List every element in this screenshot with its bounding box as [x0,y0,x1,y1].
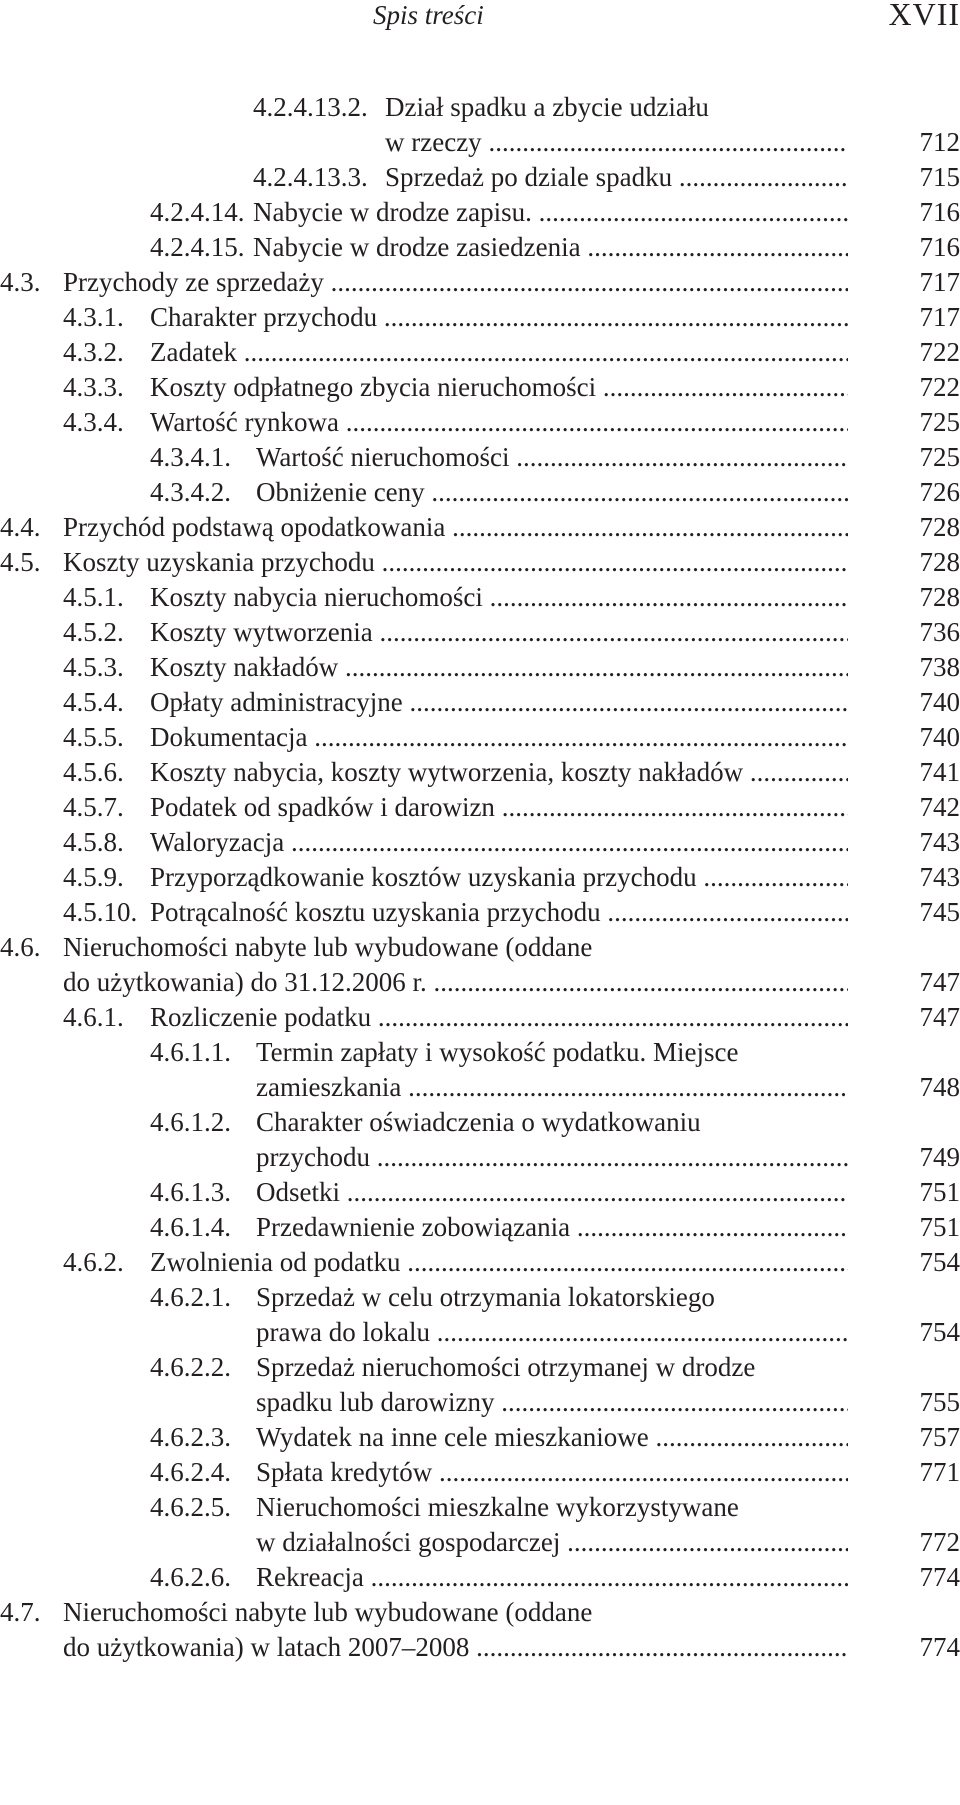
toc-entry[interactable] [0,510,960,545]
toc-entry[interactable] [0,1175,960,1210]
toc-entry-title-continued: spadku lub darowizny ..... [256,1387,848,1417]
toc-entry[interactable] [0,825,960,860]
toc-entry[interactable] [0,1455,960,1490]
toc-entry-page: 722 [919,372,960,402]
toc-entry-number: 4.5.2. [63,617,124,647]
toc-entry-title: Rozliczenie podatku ..... [150,1002,848,1032]
toc-entry-title: Dział spadku a zbycie udziału [385,92,709,122]
toc-entry-number: 4.2.4.13.2. [253,92,368,122]
toc-entry-page: 755 [919,1387,960,1417]
toc-entry[interactable] [0,195,960,230]
toc-entry-title-continued: przychodu ..... [256,1142,848,1172]
toc-entry-page: 774 [919,1562,960,1592]
toc-entry[interactable] [0,90,960,160]
toc-entry[interactable] [0,1595,960,1665]
toc-entry-title: Koszty nakładów ..... [150,652,848,682]
toc-entry[interactable] [0,1035,960,1105]
table-of-contents [0,90,960,1665]
toc-entry[interactable] [0,1245,960,1280]
toc-entry-page: 771 [919,1457,960,1487]
toc-entry-page: 716 [919,232,960,262]
toc-entry-number: 4.2.4.14. [150,197,245,227]
toc-entry-page: 754 [919,1247,960,1277]
toc-entry-title: Odsetki ..... [256,1177,848,1207]
toc-entry[interactable] [0,1490,960,1560]
toc-entry-page: 725 [919,407,960,437]
toc-entry-number: 4.5.5. [63,722,124,752]
running-header [0,0,960,40]
toc-entry[interactable] [0,545,960,580]
toc-entry-title: Przychód podstawą opodatkowania ..... [63,512,848,542]
toc-entry[interactable] [0,720,960,755]
toc-entry[interactable] [0,895,960,930]
toc-entry-page: 736 [919,617,960,647]
toc-entry-title: Termin zapłaty i wysokość podatku. Miejsce [256,1037,739,1067]
toc-entry-title-continued: w rzeczy ..... [385,127,848,157]
toc-entry-number: 4.3.4.1. [150,442,231,472]
toc-entry-title: Charakter przychodu ..... [150,302,848,332]
toc-entry[interactable] [0,615,960,650]
toc-entry-page: 774 [919,1632,960,1662]
toc-entry-number: 4.6.2.5. [150,1492,231,1522]
toc-entry-page: 717 [919,267,960,297]
toc-entry-page: 716 [919,197,960,227]
toc-entry-page: 722 [919,337,960,367]
toc-entry[interactable] [0,790,960,825]
toc-entry-page: 728 [919,512,960,542]
toc-entry-page: 751 [919,1212,960,1242]
toc-entry-page: 717 [919,302,960,332]
toc-entry-page: 712 [919,127,960,157]
toc-entry-number: 4.5.8. [63,827,124,857]
toc-entry-number: 4.5.1. [63,582,124,612]
toc-entry[interactable] [0,580,960,615]
toc-entry-number: 4.5.9. [63,862,124,892]
toc-entry-page: 738 [919,652,960,682]
toc-entry-number: 4.4. [0,512,41,542]
toc-entry-title: Wartość rynkowa ..... [150,407,848,437]
toc-entry[interactable] [0,335,960,370]
toc-entry-page: 743 [919,862,960,892]
toc-entry-number: 4.6.1.4. [150,1212,231,1242]
toc-entry-title: Sprzedaż w celu otrzymania lokatorskiego [256,1282,715,1312]
toc-entry-page: 743 [919,827,960,857]
toc-entry[interactable] [0,475,960,510]
running-header-title: Spis treści [373,0,484,30]
toc-entry-number: 4.6.1. [63,1002,124,1032]
toc-entry-page: 742 [919,792,960,822]
toc-entry-title: Charakter oświadczenia o wydatkowaniu [256,1107,701,1137]
toc-entry-title: Opłaty administracyjne ..... [150,687,848,717]
toc-entry-number: 4.7. [0,1597,41,1627]
toc-entry-title: Nieruchomości mieszkalne wykorzystywane [256,1492,739,1522]
toc-entry-title: Koszty wytworzenia ..... [150,617,848,647]
toc-entry-number: 4.3.2. [63,337,124,367]
toc-entry-page: 751 [919,1177,960,1207]
toc-entry[interactable] [0,650,960,685]
toc-entry-page: 740 [919,687,960,717]
toc-entry-title: Spłata kredytów ..... [256,1457,848,1487]
toc-entry[interactable] [0,1000,960,1035]
toc-entry-title: Sprzedaż nieruchomości otrzymanej w drodze [256,1352,756,1382]
toc-entry-page: 749 [919,1142,960,1172]
toc-entry-title: Rekreacja ..... [256,1562,848,1592]
toc-entry-title: Sprzedaż po dziale spadku ..... [385,162,848,192]
toc-entry-title: Koszty nabycia nieruchomości ..... [150,582,848,612]
toc-entry-number: 4.6.2.4. [150,1457,231,1487]
toc-entry-title-continued: w działalności gospodarczej ..... [256,1527,848,1557]
toc-entry-title: Podatek od spadków i darowizn ..... [150,792,848,822]
toc-entry-number: 4.6. [0,932,41,962]
toc-entry[interactable] [0,1280,960,1350]
toc-entry[interactable] [0,160,960,195]
toc-entry-title: Obniżenie ceny ..... [256,477,848,507]
toc-entry-title: Wartość nieruchomości ..... [256,442,848,472]
toc-entry-title: Zadatek ..... [150,337,848,367]
toc-entry[interactable] [0,1560,960,1595]
toc-entry-number: 4.3.4. [63,407,124,437]
toc-entry-number: 4.6.2.3. [150,1422,231,1452]
toc-entry[interactable] [0,860,960,895]
page-number-roman: XVII [888,0,960,32]
toc-entry-title: Przedawnienie zobowiązania ..... [256,1212,848,1242]
toc-entry-title: Nieruchomości nabyte lub wybudowane (oddane [63,932,593,962]
toc-entry-page: 726 [919,477,960,507]
toc-entry-number: 4.3.3. [63,372,124,402]
toc-entry-number: 4.5.4. [63,687,124,717]
toc-entry-page: 747 [919,967,960,997]
toc-entry-title: Zwolnienia od podatku ..... [150,1247,848,1277]
toc-entry-title: Potrącalność kosztu uzyskania przychodu ..... [150,897,848,927]
toc-entry-page: 748 [919,1072,960,1102]
toc-entry-page: 740 [919,722,960,752]
toc-entry[interactable] [0,405,960,440]
toc-entry[interactable] [0,1350,960,1420]
toc-entry-number: 4.6.2.6. [150,1562,231,1592]
toc-entry-title-continued: do użytkowania) w latach 2007–2008 ..... [63,1632,848,1662]
toc-entry-number: 4.6.1.2. [150,1107,231,1137]
toc-entry-number: 4.2.4.15. [150,232,245,262]
toc-entry-title: Waloryzacja ..... [150,827,848,857]
toc-entry-title: Przychody ze sprzedaży ..... [63,267,848,297]
toc-entry[interactable] [0,1420,960,1455]
toc-entry-title: Nabycie w drodze zasiedzenia ..... [253,232,848,262]
toc-entry-title: Wydatek na inne cele mieszkaniowe ..... [256,1422,848,1452]
toc-entry[interactable] [0,930,960,1000]
toc-entry-page: 725 [919,442,960,472]
toc-entry-page: 772 [919,1527,960,1557]
toc-entry-title: Koszty nabycia, koszty wytworzenia, koszty nakładów ..... [150,757,848,787]
toc-entry-title: Nieruchomości nabyte lub wybudowane (oddane [63,1597,593,1627]
toc-entry-page: 741 [919,757,960,787]
toc-entry-number: 4.3.4.2. [150,477,231,507]
toc-entry-title: Dokumentacja ..... [150,722,848,752]
toc-entry-page: 728 [919,582,960,612]
toc-entry-number: 4.6.2. [63,1247,124,1277]
toc-entry-title: Przyporządkowanie kosztów uzyskania przychodu ..... [150,862,848,892]
toc-entry[interactable] [0,370,960,405]
toc-entry[interactable] [0,265,960,300]
toc-entry[interactable] [0,230,960,265]
toc-entry[interactable] [0,1210,960,1245]
toc-entry-title: Koszty odpłatnego zbycia nieruchomości ..... [150,372,848,402]
toc-entry-number: 4.2.4.13.3. [253,162,368,192]
toc-entry-title: Nabycie w drodze zapisu. ..... [253,197,848,227]
toc-entry-title-continued: prawa do lokalu ..... [256,1317,848,1347]
toc-entry-page: 715 [919,162,960,192]
toc-entry-number: 4.6.1.1. [150,1037,231,1067]
toc-entry-number: 4.6.2.1. [150,1282,231,1312]
toc-entry-number: 4.5.7. [63,792,124,822]
toc-entry[interactable] [0,1105,960,1175]
toc-entry-page: 757 [919,1422,960,1452]
toc-entry-number: 4.3.1. [63,302,124,332]
toc-entry-page: 747 [919,1002,960,1032]
toc-entry-title-continued: zamieszkania ..... [256,1072,848,1102]
toc-entry-number: 4.6.2.2. [150,1352,231,1382]
toc-entry-page: 754 [919,1317,960,1347]
toc-entry[interactable] [0,685,960,720]
toc-entry-page: 728 [919,547,960,577]
toc-entry-title: Koszty uzyskania przychodu ..... [63,547,848,577]
toc-entry[interactable] [0,300,960,335]
toc-entry-number: 4.5.10. [63,897,138,927]
toc-entry-number: 4.3. [0,267,41,297]
toc-entry-number: 4.5.3. [63,652,124,682]
toc-entry[interactable] [0,440,960,475]
toc-entry-title-continued: do użytkowania) do 31.12.2006 r. ..... [63,967,848,997]
toc-entry[interactable] [0,755,960,790]
toc-entry-number: 4.5.6. [63,757,124,787]
toc-entry-number: 4.6.1.3. [150,1177,231,1207]
toc-entry-page: 745 [919,897,960,927]
toc-entry-number: 4.5. [0,547,41,577]
